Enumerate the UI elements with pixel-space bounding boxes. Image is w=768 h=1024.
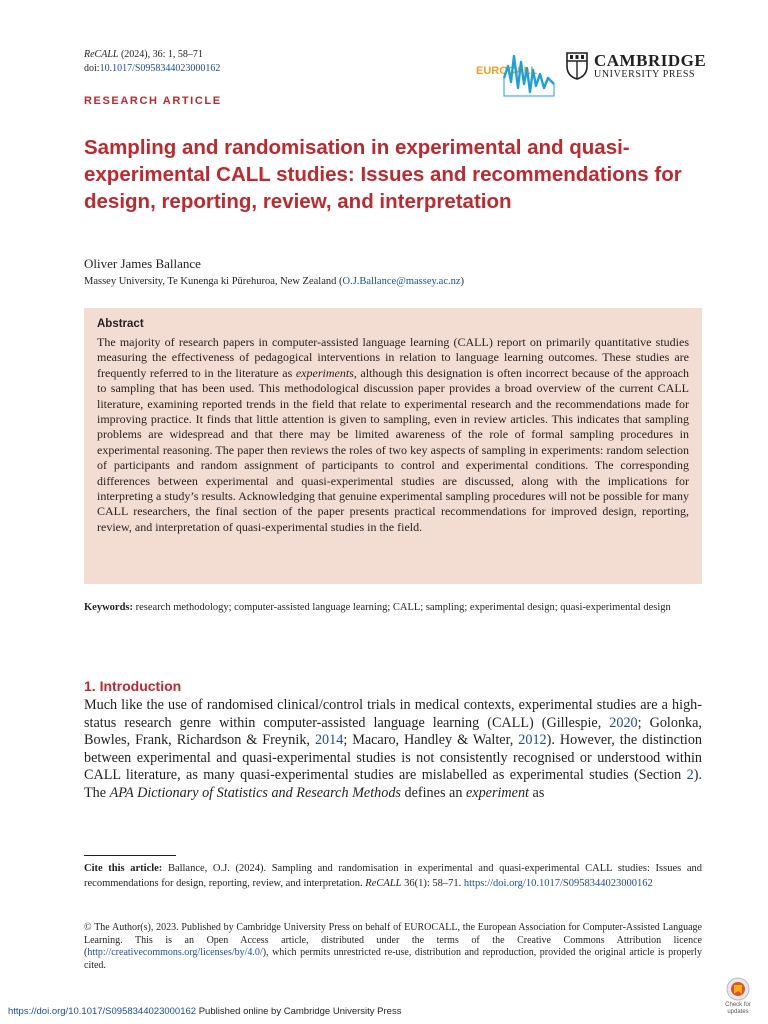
publisher-subtitle: UNIVERSITY PRESS [594,69,696,80]
abstract-text-part2: , although this designation is often incorrect because of the approach to sampling that has been used. This methodological discussion paper provides a broad overview of the current CALL literature, examining reported trends in the field that relate to experimental research and the recommendations made for improving practice. It finds that little attention is given to sampling, even in review articles. This indicates that sampling problems are widespread and that there may be limited awareness of the role of formal sampling procedures in experimental reasoning. The paper then reviews the roles of two key aspects of sampling in experiments: random selection of participants and random assignment of participants to control and experimental conditions. The corresponding differences between experimental and quasi-experimental studies are discussed, along with the implications for interpreting a study’s results. Acknowledging that genuine experimental sampling procedures will not be possible for many CALL researchers, the final section of the paper presents practical recommendations for improved design, reporting, review, and interpretation of quasi-experimental studies in the field. [97,365,690,534]
article-title: Sampling and randomisation in experimental and quasi-experimental CALL studies: Issues and recommendations for design, reporting, review, and interpretation [84,136,682,213]
doi-link[interactable]: 10.1017/S0958344023000162 [99,63,221,74]
publisher-name: CAMBRIDGE [594,51,707,70]
license-notice [84,922,702,972]
intro-text: ; Golonka, Bowles, Frank, Richardson & Freynik, [84,714,702,749]
intro-text: defines an [400,784,466,801]
keywords-label: Keywords: [84,602,133,613]
abstract-text-part1: The majority of research papers in computer-assisted language learning (CALL) report on primarily quantitative studies measuring the effectiveness of pedagogical interventions in relation to language learning outcomes. These studies are frequently referred to in the literature as [97,335,689,380]
check-updates-icon [718,976,758,1002]
cite-details: 36(1): 58–71. [401,878,464,889]
author-name: Oliver James Ballance [84,256,201,271]
check-updates-label: Check for updates [725,1002,751,1015]
section-link-2[interactable]: 2 [686,767,694,784]
footnote-divider [84,855,176,856]
affiliation-close: ) [460,276,465,287]
footer-published: Published online by Cambridge University Press [196,1006,402,1017]
cite-label: Cite this article: [84,863,163,874]
author-affiliation [84,276,464,287]
book-title: APA Dictionary of Statistics and Research Methods [109,784,401,801]
citation-link-2014[interactable]: 2014 [314,732,344,749]
doi-prefix: doi: [84,63,100,74]
page-footer [8,1006,401,1017]
license-text: ), which permits unrestricted re-use, distribution and reproduction, provided the original article is properly cited. [84,947,702,971]
check-for-updates-button[interactable] [718,976,758,1018]
intro-text: ; Macaro, Handley & Walter, [343,732,519,749]
cambridge-shield-icon [566,52,588,80]
intro-text: Much like the use of randomised clinical/control trials in medical contexts, experimental studies are a high-status research genre within computer-assisted language learning (CALL) (Gillespie, [84,697,702,731]
intro-text: as [529,784,545,801]
affiliation-text: Massey University, Te Kunenga ki Pūrehuroa, New Zealand ( [84,276,343,287]
cite-doi-link[interactable]: https://doi.org/10.1017/S0958344023000162 [463,878,653,889]
journal-citation-header [84,48,220,76]
journal-details: (2024), 36: 1, 58–71 [118,49,203,60]
eurocall-logo [474,48,556,104]
journal-name: ReCALL [84,49,119,60]
license-text: © The Author(s), 2023. Published by Cambridge University Press on behalf of EUROCALL, the European Association for Computer-Assisted Language Learning. This is an Open Access article, distributed under the terms of the Creative Commons Attribution licence ( [84,922,702,958]
abstract-heading: Abstract [97,318,144,330]
cambridge-logo [566,52,708,82]
abstract-text [97,335,689,535]
article-type: RESEARCH ARTICLE [84,95,222,107]
citation-link-2020[interactable]: 2020 [609,714,638,731]
cite-text: Ballance, O.J. (2024). Sampling and randomisation in experimental and quasi-experimental CALL studies: Issues and recommendations for design, reporting, review, and interpretation. [84,863,702,889]
term-experiment: experiment [465,784,529,801]
intro-text: ). However, the distinction between experimental and quasi-experimental studies is not consistently recognised or understood within CALL literature, as many quasi-experimental studies are mislabelled as experimental studies (Section [84,732,703,784]
keywords-text: research methodology; computer-assisted language learning; CALL; sampling; experimental design; quasi-experimental design [133,602,671,613]
section-heading-introduction: 1. Introduction [84,678,182,694]
intro-text: ). The [84,767,702,801]
cite-this-article [84,861,702,891]
author-email-link[interactable]: O.J.Ballance@massey.ac.nz [342,276,461,287]
cite-journal: ReCALL [365,878,402,889]
keywords [84,600,702,615]
citation-link-2012[interactable]: 2012 [518,732,547,749]
eurocall-logo-text: EUROCALL [476,65,538,77]
license-url-link[interactable]: http://creativecommons.org/licenses/by/4.0/ [87,947,263,958]
footer-doi-link[interactable]: https://doi.org/10.1017/S0958344023000162 [8,1006,197,1017]
introduction-paragraph [84,697,702,803]
abstract-italic-word: experiments [295,365,354,380]
